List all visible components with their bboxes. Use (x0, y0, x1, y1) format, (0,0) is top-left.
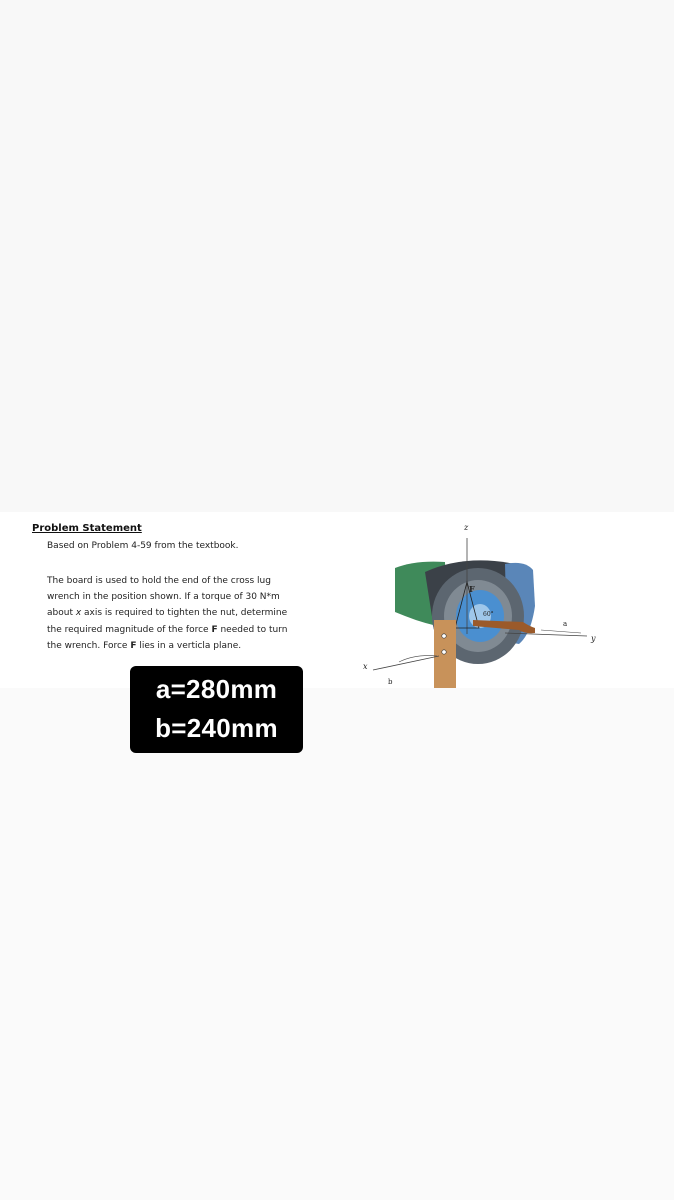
problem-source: Based on Problem 4-59 from the textbook. (47, 541, 239, 551)
force-label: F (469, 584, 475, 594)
problem-body-text: wrench in the position shown. If a torque of 30 N*m (47, 592, 280, 603)
problem-body-text: axis is required to tighten the nut, determine (81, 608, 288, 619)
problem-body-line-2 (47, 589, 337, 605)
dimension-sticker (130, 666, 303, 753)
problem-body-line-5 (47, 638, 337, 654)
bottom-blank-area (0, 688, 674, 1200)
wrench-figure (355, 516, 605, 688)
board-hole (442, 650, 446, 654)
problem-body-text: lies in a verticla plane. (136, 640, 242, 651)
dimension-a-arrow (541, 630, 581, 633)
problem-heading: Problem Statement (32, 523, 142, 534)
axis-symbol: x (75, 608, 82, 619)
problem-body-line-1: The board is used to hold the end of the cross lug (47, 576, 271, 586)
problem-body-text: needed to turn (217, 624, 288, 635)
top-blank-area (0, 0, 674, 512)
x-axis-label: x (363, 662, 368, 671)
sticker-b-value: b=240mm (155, 713, 278, 743)
problem-body-text: about (47, 608, 76, 619)
force-symbol: F (211, 624, 218, 635)
problem-body-text: the required magnitude of the force (47, 624, 212, 635)
force-symbol: F (130, 640, 137, 651)
problem-body-text: the wrench. Force (47, 640, 131, 651)
y-axis-label: y (591, 634, 596, 643)
dimension-a-label: a (563, 620, 568, 628)
sticker-a-value: a=280mm (155, 674, 278, 704)
x-axis-line (373, 656, 439, 670)
problem-body-line-3 (47, 605, 337, 621)
board-hole (442, 634, 446, 638)
problem-body-line-4 (47, 622, 337, 638)
problem-body (47, 573, 337, 654)
angle-label: 60° (483, 611, 494, 618)
dimension-b-arrow (399, 656, 437, 662)
z-axis-label: z (464, 523, 469, 532)
dimension-b-label: b (388, 678, 393, 686)
